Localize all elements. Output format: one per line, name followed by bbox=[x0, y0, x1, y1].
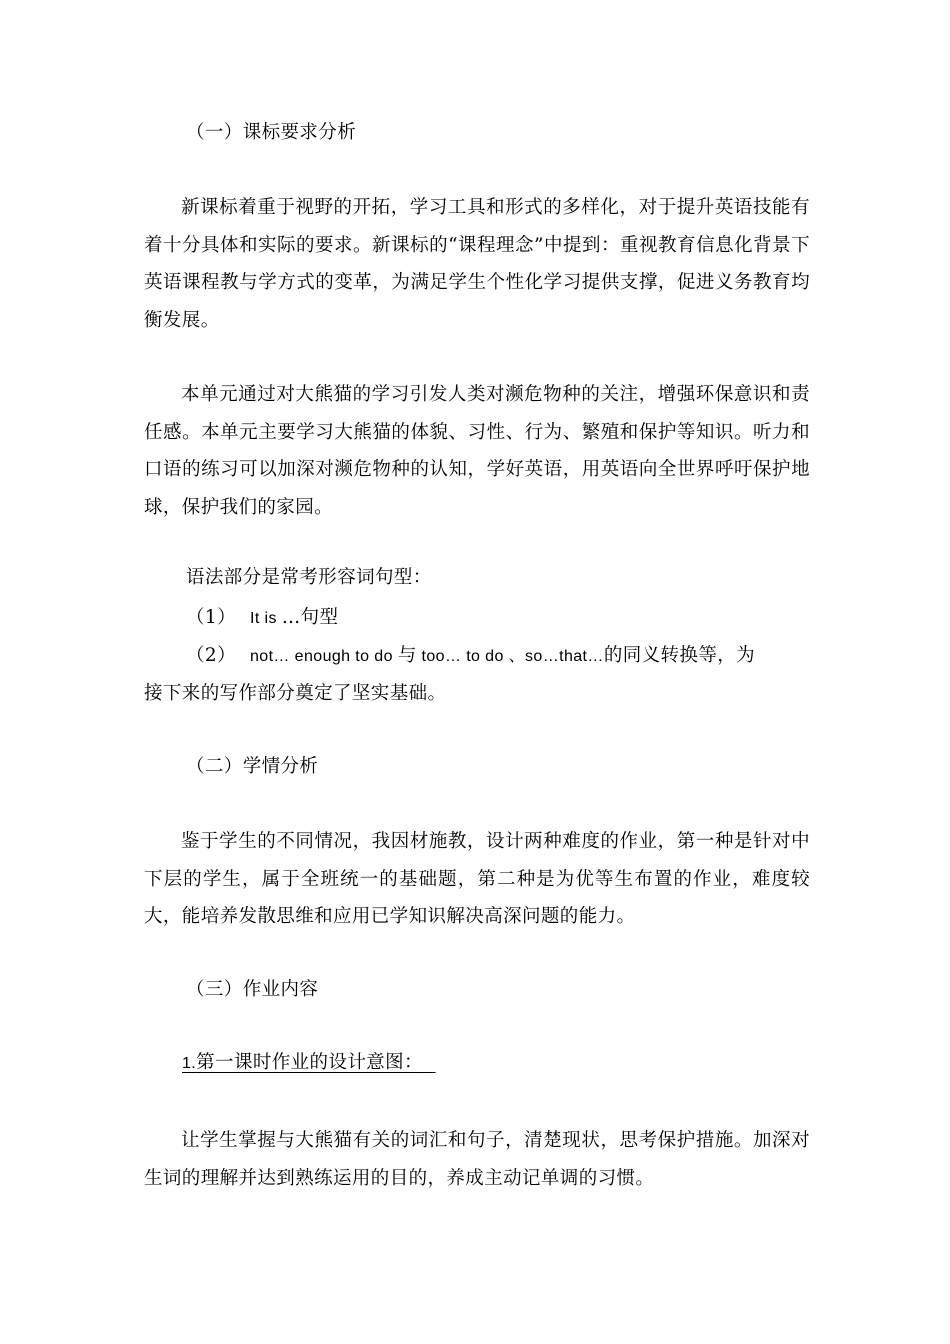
section2-heading: （二）学情分析 bbox=[186, 756, 319, 777]
section3-heading: （三）作业内容 bbox=[186, 979, 319, 1000]
grammar-item-2 bbox=[186, 641, 755, 672]
grammar-item-1-marker: （1） bbox=[186, 607, 236, 628]
section3-subheading-number: 1. bbox=[182, 1055, 197, 1072]
section3-subheading bbox=[182, 1048, 436, 1079]
grammar-item-2-pattern-a: not… enough to do bbox=[249, 648, 398, 665]
section1-paragraph-2: 本单元通过对大熊猫的学习引发人类对濒危物种的关注，增强环保意识和责任感。本单元主要学习大熊猫的体貌、习性、行为、繁殖和保护等知识。听力和口语的练习可以加深对濒危物种的认知，学好英语，用英语向全世界呼吁保护地球，保护我们的家园。 bbox=[144, 384, 810, 518]
grammar-item-2-marker: （2） bbox=[186, 645, 236, 666]
section1-heading: （一）课标要求分析 bbox=[186, 122, 357, 143]
grammar-item-1 bbox=[186, 603, 338, 634]
grammar-item-2-tail: 的同义转换等，为 bbox=[603, 645, 756, 666]
section2-paragraph: 鉴于学生的不同情况，我因材施教，设计两种难度的作业，第一种是针对中下层的学生，属于全班统一的基础题，第二种是为优等生布置的作业，难度较大，能培养发散思维和应用已学知识解决高深问题的能力。 bbox=[144, 831, 810, 927]
section1-paragraph-1: 新课标着重于视野的开拓，学习工具和形式的多样化，对于提升英语技能有着十分具体和实际的要求。新课标的“课程理念”中提到：重视教育信息化背景下英语课程教与学方式的变革，为满足学生个性化学习提供支撑，促进义务教育均衡发展。 bbox=[144, 197, 810, 331]
grammar-item-1-rest: …句型 bbox=[281, 607, 339, 628]
grammar-item-2-connector: 与 bbox=[397, 645, 417, 666]
grammar-intro: 语法部分是常考形容词句型： bbox=[186, 567, 432, 588]
section3-subheading-text: 第一课时作业的设计意图： bbox=[196, 1052, 423, 1073]
grammar-item-2-continuation: 接下来的写作部分奠定了坚实基础。 bbox=[144, 683, 447, 704]
grammar-item-2-pattern-b: too… to do 、so…that… bbox=[416, 648, 604, 665]
section3-paragraph: 让学生掌握与大熊猫有关的词汇和句子，清楚现状，思考保护措施。加深对生词的理解并达到熟练运用的目的，养成主动记单调的习惯。 bbox=[144, 1130, 810, 1189]
grammar-item-1-pattern: It is bbox=[249, 610, 282, 627]
